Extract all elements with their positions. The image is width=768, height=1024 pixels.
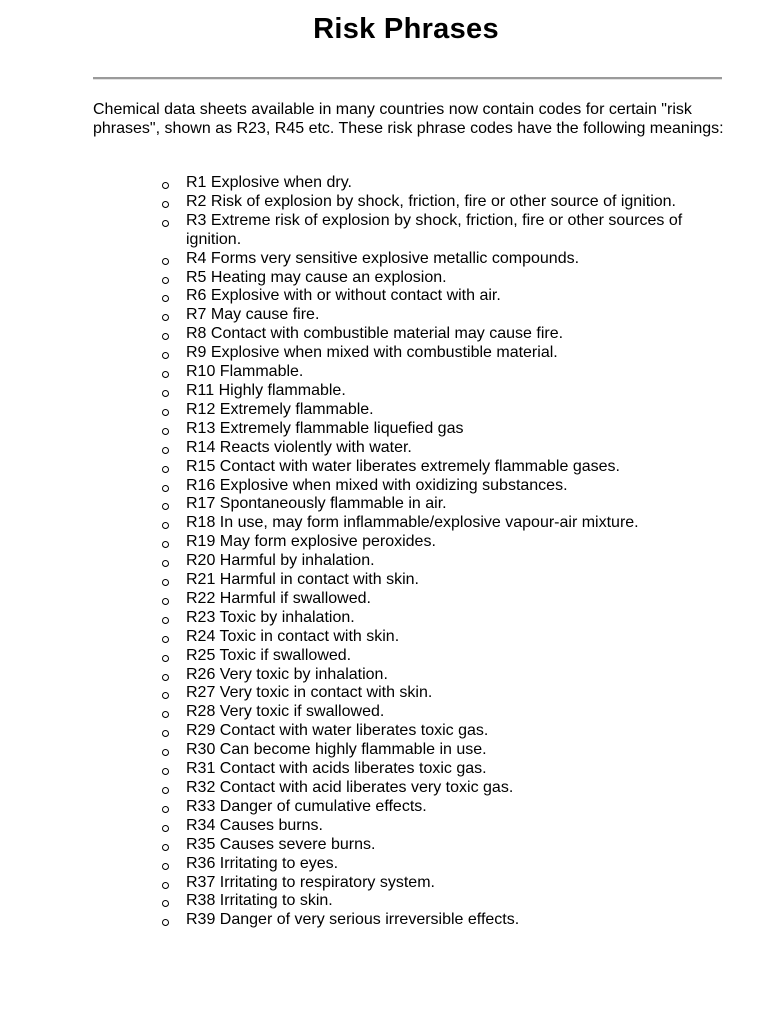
list-item bbox=[162, 458, 732, 477]
risk-phrase-text: R4 Forms very sensitive explosive metallic compounds. bbox=[186, 249, 580, 267]
list-item bbox=[162, 287, 732, 306]
circle-bullet-icon bbox=[162, 674, 169, 681]
list-item bbox=[162, 363, 732, 382]
risk-phrase-text: R2 Risk of explosion by shock, friction, fire or other source of ignition. bbox=[186, 192, 676, 210]
circle-bullet-icon bbox=[162, 900, 169, 907]
list-item bbox=[162, 571, 732, 590]
circle-bullet-icon bbox=[162, 636, 169, 643]
list-item bbox=[162, 817, 732, 836]
list-item bbox=[162, 911, 732, 930]
circle-bullet-icon bbox=[162, 466, 169, 473]
risk-phrase-text: R3 Extreme risk of explosion by shock, friction, fire or other sources of ignition. bbox=[186, 211, 683, 248]
list-item bbox=[162, 722, 732, 741]
list-item bbox=[162, 439, 732, 458]
circle-bullet-icon bbox=[162, 428, 169, 435]
circle-bullet-icon bbox=[162, 258, 169, 265]
list-item bbox=[162, 684, 732, 703]
circle-bullet-icon bbox=[162, 806, 169, 813]
circle-bullet-icon bbox=[162, 485, 169, 492]
circle-bullet-icon bbox=[162, 749, 169, 756]
list-item bbox=[162, 420, 732, 439]
risk-phrase-text: R19 May form explosive peroxides. bbox=[186, 533, 436, 551]
circle-bullet-icon bbox=[162, 882, 169, 889]
list-item bbox=[162, 647, 732, 666]
circle-bullet-icon bbox=[162, 655, 169, 662]
risk-phrase-text: R23 Toxic by inhalation. bbox=[186, 608, 355, 626]
circle-bullet-icon bbox=[162, 730, 169, 737]
circle-bullet-icon bbox=[162, 352, 169, 359]
circle-bullet-icon bbox=[162, 333, 169, 340]
circle-bullet-icon bbox=[162, 598, 169, 605]
circle-bullet-icon bbox=[162, 522, 169, 529]
risk-phrase-text: R21 Harmful in contact with skin. bbox=[186, 571, 419, 589]
circle-bullet-icon bbox=[162, 844, 169, 851]
risk-phrase-text: R13 Extremely flammable liquefied gas bbox=[186, 419, 464, 437]
risk-phrase-text: R35 Causes severe burns. bbox=[186, 835, 376, 853]
risk-phrase-text: R32 Contact with acid liberates very toxic gas. bbox=[186, 779, 514, 796]
list-item bbox=[162, 306, 732, 325]
circle-bullet-icon bbox=[162, 201, 169, 208]
risk-phrase-text: R27 Very toxic in contact with skin. bbox=[186, 684, 433, 702]
list-item bbox=[162, 552, 732, 571]
circle-bullet-icon bbox=[162, 825, 169, 832]
title-divider bbox=[93, 77, 722, 80]
circle-bullet-icon bbox=[162, 768, 169, 775]
list-item bbox=[162, 514, 732, 533]
risk-phrase-text: R12 Extremely flammable. bbox=[186, 400, 374, 418]
circle-bullet-icon bbox=[162, 787, 169, 794]
risk-phrase-text: R37 Irritating to respiratory system. bbox=[186, 873, 435, 891]
risk-phrase-text: R39 Danger of very serious irreversible effects. bbox=[186, 911, 520, 929]
risk-phrase-text: R7 May cause fire. bbox=[186, 306, 320, 324]
intro-paragraph: Chemical data sheets available in many countries now contain codes for certain "risk phrases", shown as R23, R45 etc. These risk phrase codes have the following meanings: bbox=[93, 101, 724, 137]
list-item bbox=[162, 855, 732, 874]
risk-phrase-text: R18 In use, may form inflammable/explosive vapour-air mixture. bbox=[186, 514, 639, 532]
list-item bbox=[162, 401, 732, 420]
risk-phrase-text: R9 Explosive when mixed with combustible material. bbox=[186, 344, 558, 362]
list-item bbox=[162, 836, 732, 855]
risk-phrase-text: R38 Irritating to skin. bbox=[186, 892, 333, 910]
risk-phrase-text: R5 Heating may cause an explosion. bbox=[186, 268, 447, 286]
risk-phrase-text: R22 Harmful if swallowed. bbox=[186, 589, 371, 607]
circle-bullet-icon bbox=[162, 220, 169, 227]
circle-bullet-icon bbox=[162, 711, 169, 718]
list-item bbox=[162, 590, 732, 609]
list-item bbox=[162, 666, 732, 685]
risk-phrase-text: R30 Can become highly flammable in use. bbox=[186, 741, 487, 759]
list-item bbox=[162, 174, 732, 193]
circle-bullet-icon bbox=[162, 277, 169, 284]
circle-bullet-icon bbox=[162, 447, 169, 454]
list-item bbox=[162, 609, 732, 628]
list-item bbox=[162, 382, 732, 401]
list-item bbox=[162, 798, 732, 817]
risk-phrase-text: R36 Irritating to eyes. bbox=[186, 854, 339, 872]
list-item bbox=[162, 495, 732, 514]
risk-phrase-text: R33 Danger of cumulative effects. bbox=[186, 797, 427, 815]
risk-phrase-text: R6 Explosive with or without contact with air. bbox=[186, 287, 501, 305]
list-item bbox=[162, 325, 732, 344]
risk-phrase-text: R1 Explosive when dry. bbox=[186, 174, 352, 191]
circle-bullet-icon bbox=[162, 503, 169, 510]
risk-phrase-text: R26 Very toxic by inhalation. bbox=[186, 665, 388, 683]
list-item bbox=[162, 344, 732, 363]
risk-phrase-text: R20 Harmful by inhalation. bbox=[186, 552, 375, 570]
circle-bullet-icon bbox=[162, 692, 169, 699]
circle-bullet-icon bbox=[162, 560, 169, 567]
list-item bbox=[162, 892, 732, 911]
circle-bullet-icon bbox=[162, 182, 169, 189]
list-item bbox=[162, 779, 732, 798]
risk-phrase-text: R10 Flammable. bbox=[186, 363, 304, 381]
page-title: Risk Phrases bbox=[313, 13, 499, 45]
risk-phrase-text: R24 Toxic in contact with skin. bbox=[186, 627, 400, 645]
risk-phrase-text: R34 Causes burns. bbox=[186, 816, 323, 834]
circle-bullet-icon bbox=[162, 579, 169, 586]
list-item bbox=[162, 269, 732, 288]
circle-bullet-icon bbox=[162, 314, 169, 321]
list-item bbox=[162, 533, 732, 552]
circle-bullet-icon bbox=[162, 541, 169, 548]
list-item bbox=[162, 760, 732, 779]
list-item bbox=[162, 628, 732, 647]
risk-phrase-text: R28 Very toxic if swallowed. bbox=[186, 703, 385, 721]
list-item bbox=[162, 193, 732, 212]
risk-phrase-text: R29 Contact with water liberates toxic gas. bbox=[186, 722, 489, 740]
circle-bullet-icon bbox=[162, 295, 169, 302]
risk-phrase-text: R14 Reacts violently with water. bbox=[186, 438, 412, 456]
circle-bullet-icon bbox=[162, 371, 169, 378]
circle-bullet-icon bbox=[162, 863, 169, 870]
list-item bbox=[162, 874, 732, 893]
list-item bbox=[162, 477, 732, 496]
list-item bbox=[162, 703, 732, 722]
circle-bullet-icon bbox=[162, 919, 169, 926]
risk-phrase-text: R11 Highly flammable. bbox=[186, 381, 346, 399]
risk-phrase-text: R17 Spontaneously flammable in air. bbox=[186, 495, 447, 513]
circle-bullet-icon bbox=[162, 409, 169, 416]
circle-bullet-icon bbox=[162, 617, 169, 624]
list-item bbox=[162, 741, 732, 760]
risk-phrase-text: R25 Toxic if swallowed. bbox=[186, 646, 352, 664]
risk-phrase-text: R8 Contact with combustible material may cause fire. bbox=[186, 325, 564, 343]
risk-phrase-list bbox=[162, 174, 732, 930]
list-item bbox=[162, 212, 732, 250]
list-item bbox=[162, 250, 732, 269]
risk-phrase-text: R16 Explosive when mixed with oxidizing substances. bbox=[186, 476, 568, 494]
risk-phrase-text: R15 Contact with water liberates extremely flammable gases. bbox=[186, 457, 620, 475]
circle-bullet-icon bbox=[162, 390, 169, 397]
risk-phrase-text: R31 Contact with acids liberates toxic gas. bbox=[186, 760, 487, 778]
